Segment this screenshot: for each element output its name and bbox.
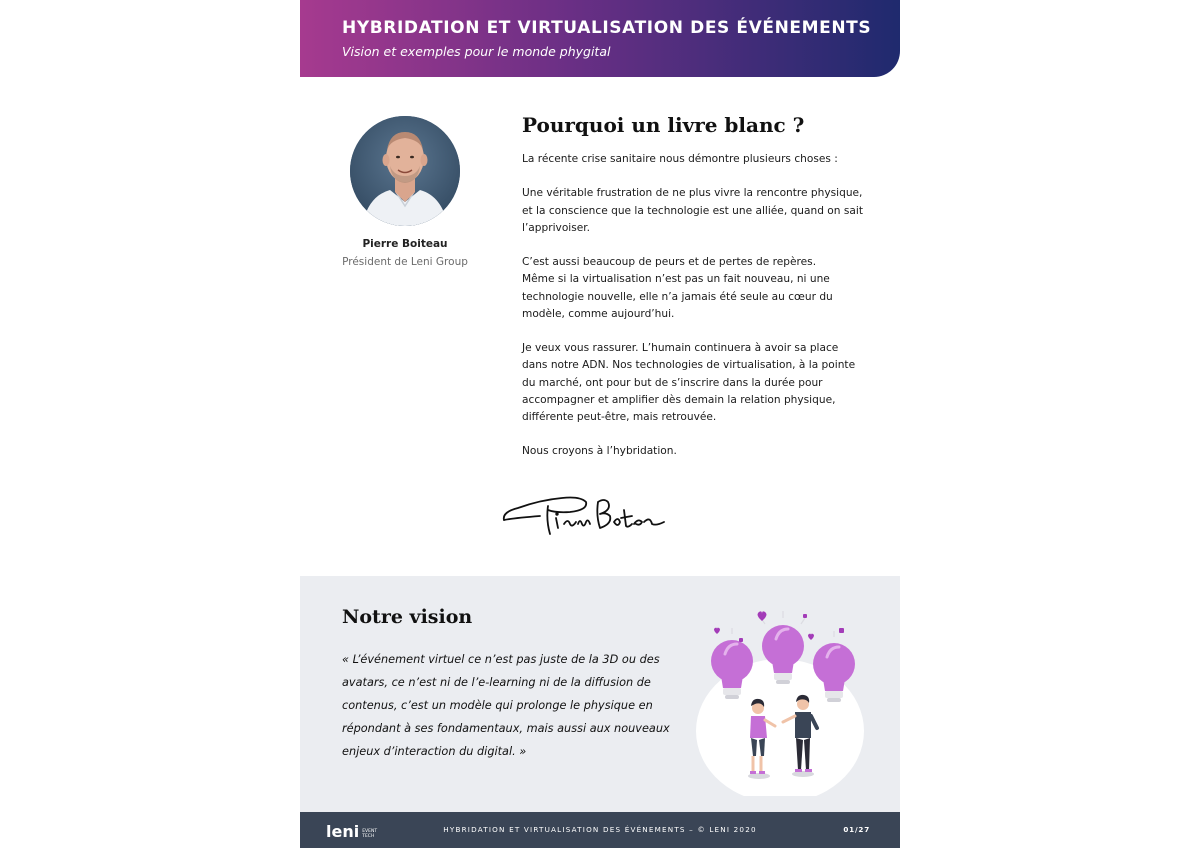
document-page bbox=[300, 0, 900, 848]
section-title-why: Pourquoi un livre blanc ? bbox=[522, 113, 805, 137]
logo-wordmark: leni bbox=[326, 822, 360, 841]
header-banner bbox=[300, 0, 900, 77]
lightbulbs-people-illustration-icon bbox=[695, 606, 875, 796]
document-title: HYBRIDATION ET VIRTUALISATION DES ÉVÉNEMENTS bbox=[342, 18, 872, 38]
portrait-photo-icon bbox=[350, 116, 460, 226]
author-name: Pierre Boiteau bbox=[362, 238, 448, 250]
paragraph: Nous croyons à l’hybridation. bbox=[522, 445, 677, 458]
logo-tagline-line: TECH bbox=[362, 834, 375, 839]
page-footer bbox=[300, 812, 900, 848]
author-role: Président de Leni Group bbox=[342, 256, 468, 268]
document-subtitle: Vision et exemples pour le monde phygital bbox=[342, 44, 611, 59]
page-number: 01/27 bbox=[843, 825, 870, 834]
paragraph: La récente crise sanitaire nous démontre plusieurs choses : bbox=[522, 153, 838, 165]
footer-caption: HYBRIDATION ET VIRTUALISATION DES ÉVÉNEMENTS – © LENI 2020 bbox=[443, 825, 757, 834]
author-photo bbox=[350, 116, 460, 226]
paragraph: C’est aussi beaucoup de peurs et de pertes de repères. Même si la virtualisation n’est pas un fait nouveau, ni une technologie nouvelle, elle n’a jamais été seule au cœur du modèle, comme aujourd’hui. bbox=[522, 256, 833, 320]
why-body bbox=[522, 151, 867, 478]
section-title-vision: Notre vision bbox=[342, 606, 473, 628]
vision-quote: « L’événement virtuel ce n’est pas juste de la 3D ou des avatars, ce n’est ni de l’e-learning ni de la diffusion de contenus, c’est un modèle qui prolonge le physique en répondant à ses fondamentaux, mais aussi aux nouveaux enjeux d’interaction du digital. » bbox=[342, 653, 670, 758]
paragraph: Une véritable frustration de ne plus vivre la rencontre physique, et la conscience que la technologie est une alliée, quand on sait l’apprivoiser. bbox=[522, 187, 863, 234]
paragraph: Je veux vous rassurer. L’humain continuera à avoir sa place dans notre ADN. Nos technologies de virtualisation, à la pointe du marché, ont pour but de s’inscrire dans la durée pour accompagner et amplifier dès demain la relation physique, différente peut-être, mais retrouvée. bbox=[522, 342, 856, 423]
logo-tagline-line: EVENT bbox=[362, 829, 378, 834]
signature-image bbox=[500, 488, 670, 540]
vision-section bbox=[300, 576, 900, 812]
